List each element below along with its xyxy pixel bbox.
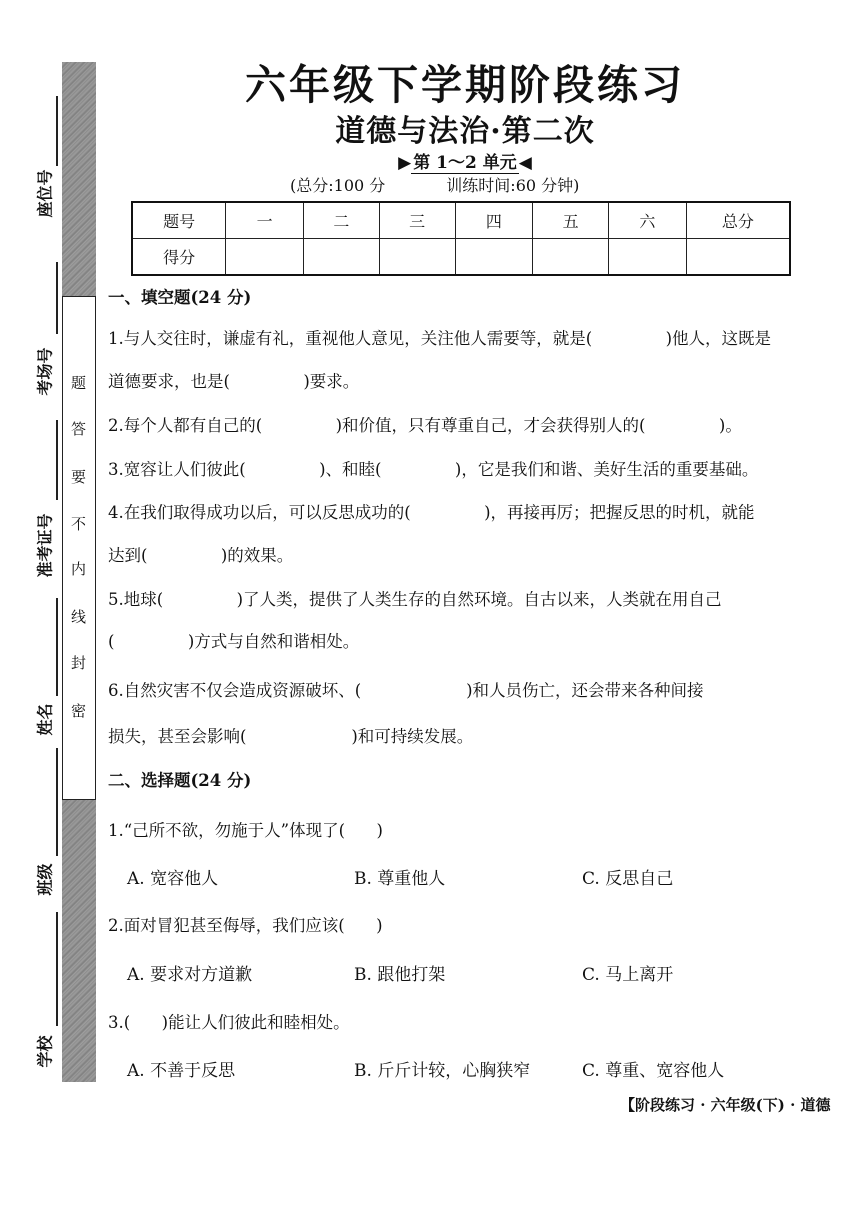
exam-room-line (56, 262, 58, 334)
score-cell[interactable] (686, 239, 790, 276)
option-c[interactable]: C. 马上离开 (582, 965, 674, 985)
score-table-header: 四 (455, 202, 533, 239)
question-line: 损失，甚至会影响( )和可持续发展。 (108, 727, 474, 746)
score-table-header: 三 (379, 202, 455, 239)
score-table-score-row (132, 239, 790, 276)
score-table-header: 总分 (686, 202, 790, 239)
seal-char: 不 (71, 515, 87, 533)
score-cell[interactable] (609, 239, 687, 276)
time-limit: 训练时间:60 分钟) (446, 176, 580, 195)
score-cell[interactable] (455, 239, 533, 276)
total-score: (总分:100 分 (290, 176, 386, 195)
school-line (56, 912, 58, 1026)
arrow-left-icon: ◀ (518, 153, 532, 173)
score-row-label: 得分 (132, 239, 226, 276)
seal-char: 封 (71, 654, 87, 672)
page-title: 六年级下学期阶段练习 (245, 61, 685, 109)
unit-text: 第 1～2 单元 (413, 153, 517, 173)
name-label: 姓名 (35, 703, 55, 736)
binding-shade-bottom (62, 800, 96, 1082)
question-line: 5.地球( )了人类，提供了人类生存的自然环境。自古以来，人类就在用自己 (108, 590, 722, 609)
seal-char: 线 (71, 608, 87, 626)
exam-meta (290, 173, 579, 196)
class-label: 班级 (35, 863, 55, 896)
score-table (131, 201, 791, 276)
seat-number-label: 座位号 (35, 169, 55, 218)
option-a[interactable]: A. 宽容他人 (127, 869, 219, 889)
ticket-number-label: 准考证号 (35, 513, 55, 578)
section1-heading: 一、填空题(24 分) (108, 288, 252, 307)
option-a[interactable]: A. 要求对方道歉 (127, 965, 253, 985)
question-stem: 3.( )能让人们彼此和睦相处。 (108, 1013, 350, 1032)
unit-range (0, 148, 860, 173)
school-label: 学校 (35, 1035, 55, 1068)
ticket-number-line (56, 420, 58, 500)
score-cell[interactable] (533, 239, 609, 276)
section2-heading: 二、选择题(24 分) (108, 771, 252, 790)
question-stem: 1.“己所不欲，勿施于人”体现了( ) (108, 821, 383, 840)
seal-char: 要 (71, 468, 87, 486)
class-line (56, 748, 58, 856)
question-line: ( )方式与自然和谐相处。 (108, 632, 360, 651)
score-table-header: 题号 (132, 202, 226, 239)
question-line: 1.与人交往时，谦虚有礼，重视他人意见，关注他人需要等，就是( )他人，这既是 (108, 329, 772, 348)
option-a[interactable]: A. 不善于反思 (127, 1061, 236, 1081)
question-stem: 2.面对冒犯甚至侮辱，我们应该( ) (108, 916, 383, 935)
question-line: 2.每个人都有自己的( )和价值，只有尊重自己，才会获得别人的( )。 (108, 416, 742, 435)
score-table-header: 六 (609, 202, 687, 239)
score-table-header: 二 (303, 202, 379, 239)
exam-room-label: 考场号 (35, 347, 55, 396)
option-b[interactable]: B. 尊重他人 (354, 869, 446, 889)
score-cell[interactable] (379, 239, 455, 276)
arrow-right-icon: ▶ (398, 153, 412, 173)
name-line (56, 598, 58, 696)
option-b[interactable]: B. 跟他打架 (354, 965, 446, 985)
score-table-header: 一 (226, 202, 304, 239)
seal-char: 答 (71, 420, 87, 438)
question-line: 3.宽容让人们彼此( )、和睦( )，它是我们和谐、美好生活的重要基础。 (108, 460, 759, 479)
score-table-header: 五 (533, 202, 609, 239)
option-c[interactable]: C. 反思自己 (582, 869, 674, 889)
score-cell[interactable] (226, 239, 304, 276)
score-table-header-row (132, 202, 790, 239)
question-line: 4.在我们取得成功以后，可以反思成功的( )，再接再厉；把握反思的时机，就能 (108, 503, 755, 522)
seal-char: 题 (71, 374, 87, 392)
seal-char: 密 (71, 702, 87, 720)
question-line: 道德要求，也是( )要求。 (108, 372, 360, 391)
page-subtitle: 道德与法治·第二次 (335, 114, 595, 149)
page-footer: 【阶段练习 · 六年级(下) · 道德 (620, 1096, 831, 1114)
score-cell[interactable] (303, 239, 379, 276)
option-c[interactable]: C. 尊重、宽容他人 (582, 1061, 725, 1081)
question-line: 6.自然灾害不仅会造成资源破坏、( )和人员伤亡，还会带来各种间接 (108, 681, 704, 700)
seal-char: 内 (71, 560, 87, 578)
option-b[interactable]: B. 斤斤计较，心胸狭窄 (354, 1061, 531, 1081)
question-line: 达到( )的效果。 (108, 546, 294, 565)
